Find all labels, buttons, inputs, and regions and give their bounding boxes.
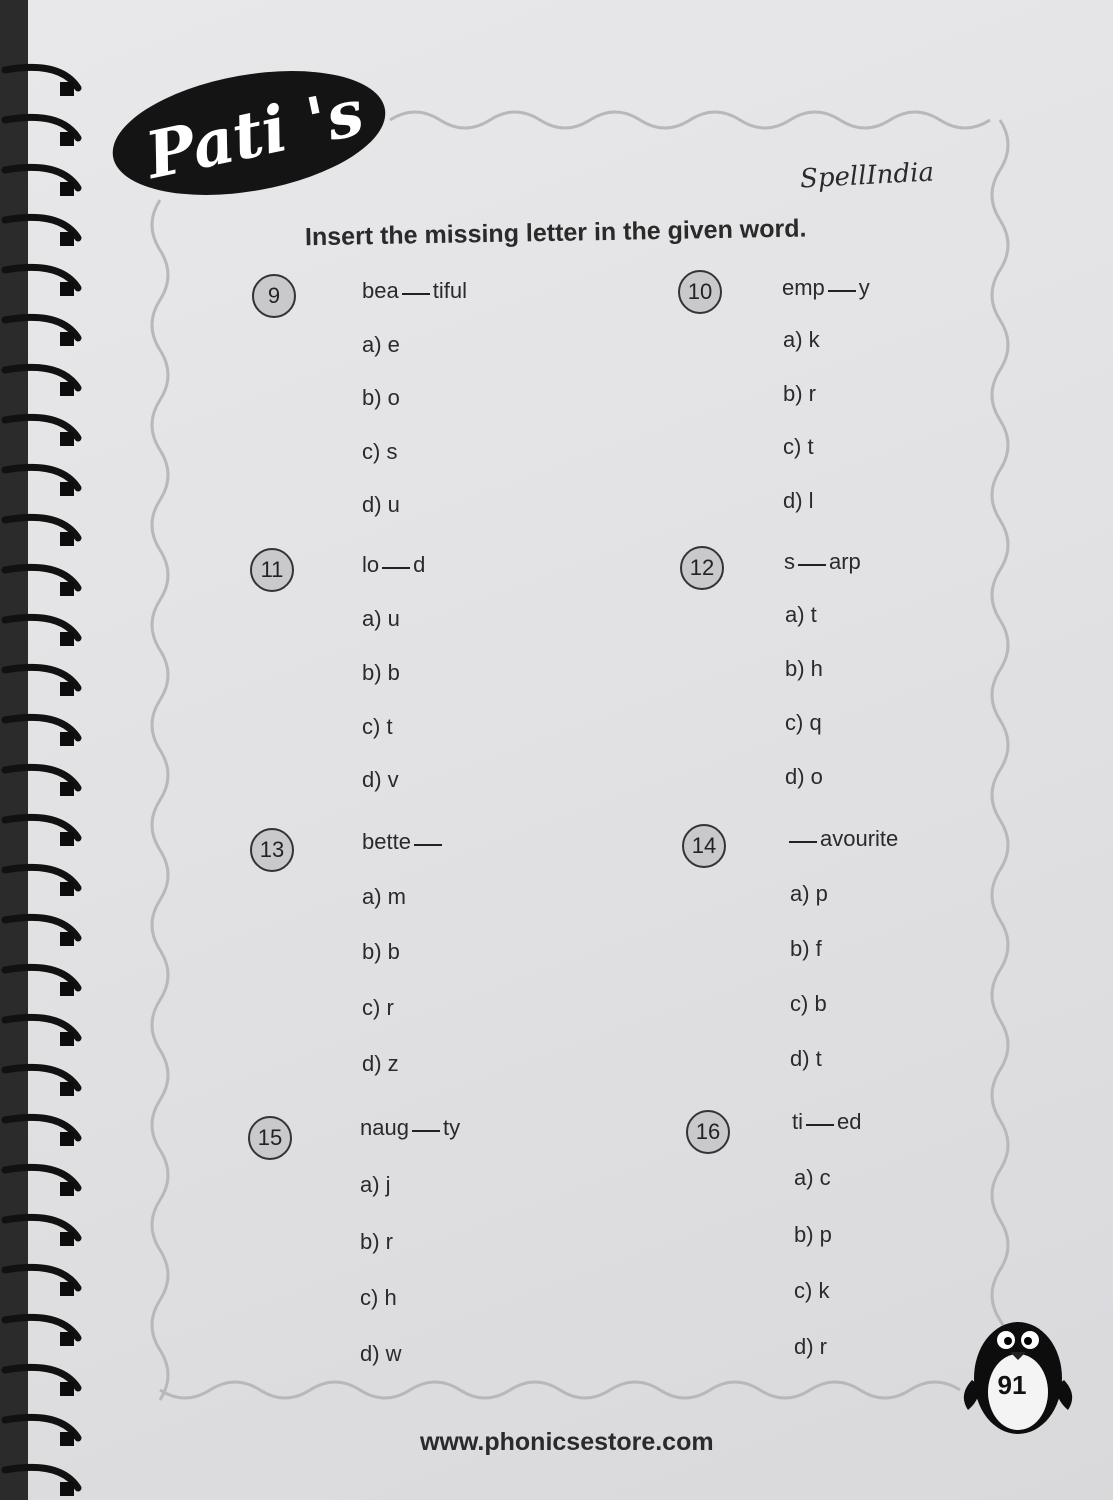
option: d) u	[362, 492, 400, 517]
option: a) e	[362, 332, 400, 357]
option: a) t	[785, 602, 817, 627]
option: d) w	[360, 1341, 402, 1366]
question-word: emp y	[782, 275, 870, 300]
question-word: lo d	[362, 552, 426, 577]
option: b) f	[790, 936, 822, 961]
option: a) p	[790, 881, 828, 906]
option: a) c	[794, 1165, 831, 1190]
option: c) q	[785, 710, 822, 735]
option: a) u	[362, 606, 400, 631]
option: d) t	[790, 1046, 822, 1071]
question-word: avourite	[786, 826, 898, 852]
option: b) p	[794, 1222, 832, 1247]
option: c) t	[362, 714, 393, 739]
question-number: 11	[250, 548, 294, 592]
option: d) r	[794, 1334, 827, 1359]
option: a) m	[362, 884, 406, 909]
instruction-text: Insert the missing letter in the given word.	[304, 214, 807, 252]
option: c) t	[783, 434, 814, 459]
footer-url: www.phonicsestore.com	[420, 1428, 714, 1456]
option: c) b	[790, 991, 827, 1016]
option: d) o	[785, 764, 823, 789]
option: c) k	[794, 1278, 830, 1303]
option: b) b	[362, 660, 400, 685]
question-word: bea tiful	[362, 278, 467, 303]
option: d) l	[783, 488, 814, 513]
question-word: bette	[362, 829, 445, 855]
option: c) h	[360, 1285, 397, 1310]
question-number: 15	[248, 1116, 292, 1160]
option: b) o	[362, 385, 400, 410]
option: b) b	[362, 939, 400, 964]
option: d) v	[362, 767, 399, 792]
option: b) r	[360, 1229, 393, 1254]
option: c) s	[362, 439, 398, 464]
option: c) r	[362, 995, 394, 1020]
question-word: s arp	[784, 549, 861, 574]
question-number: 13	[250, 828, 294, 872]
page-number: 91	[997, 1370, 1027, 1400]
question-number: 10	[678, 270, 722, 314]
spiral-binding	[0, 60, 90, 1500]
question-number: 9	[252, 274, 296, 318]
logo-text: Pati 's	[139, 74, 371, 195]
option: b) h	[785, 656, 823, 681]
question-word: naug ty	[360, 1115, 461, 1140]
question-number: 12	[680, 546, 724, 590]
question-number: 16	[686, 1110, 730, 1154]
option: a) j	[360, 1172, 391, 1197]
option: b) r	[783, 381, 816, 406]
question-word: ti ed	[792, 1109, 862, 1134]
option: d) z	[362, 1051, 399, 1076]
option: a) k	[783, 327, 820, 352]
brand-name: SpellIndia	[799, 157, 935, 195]
question-number: 14	[682, 824, 726, 868]
